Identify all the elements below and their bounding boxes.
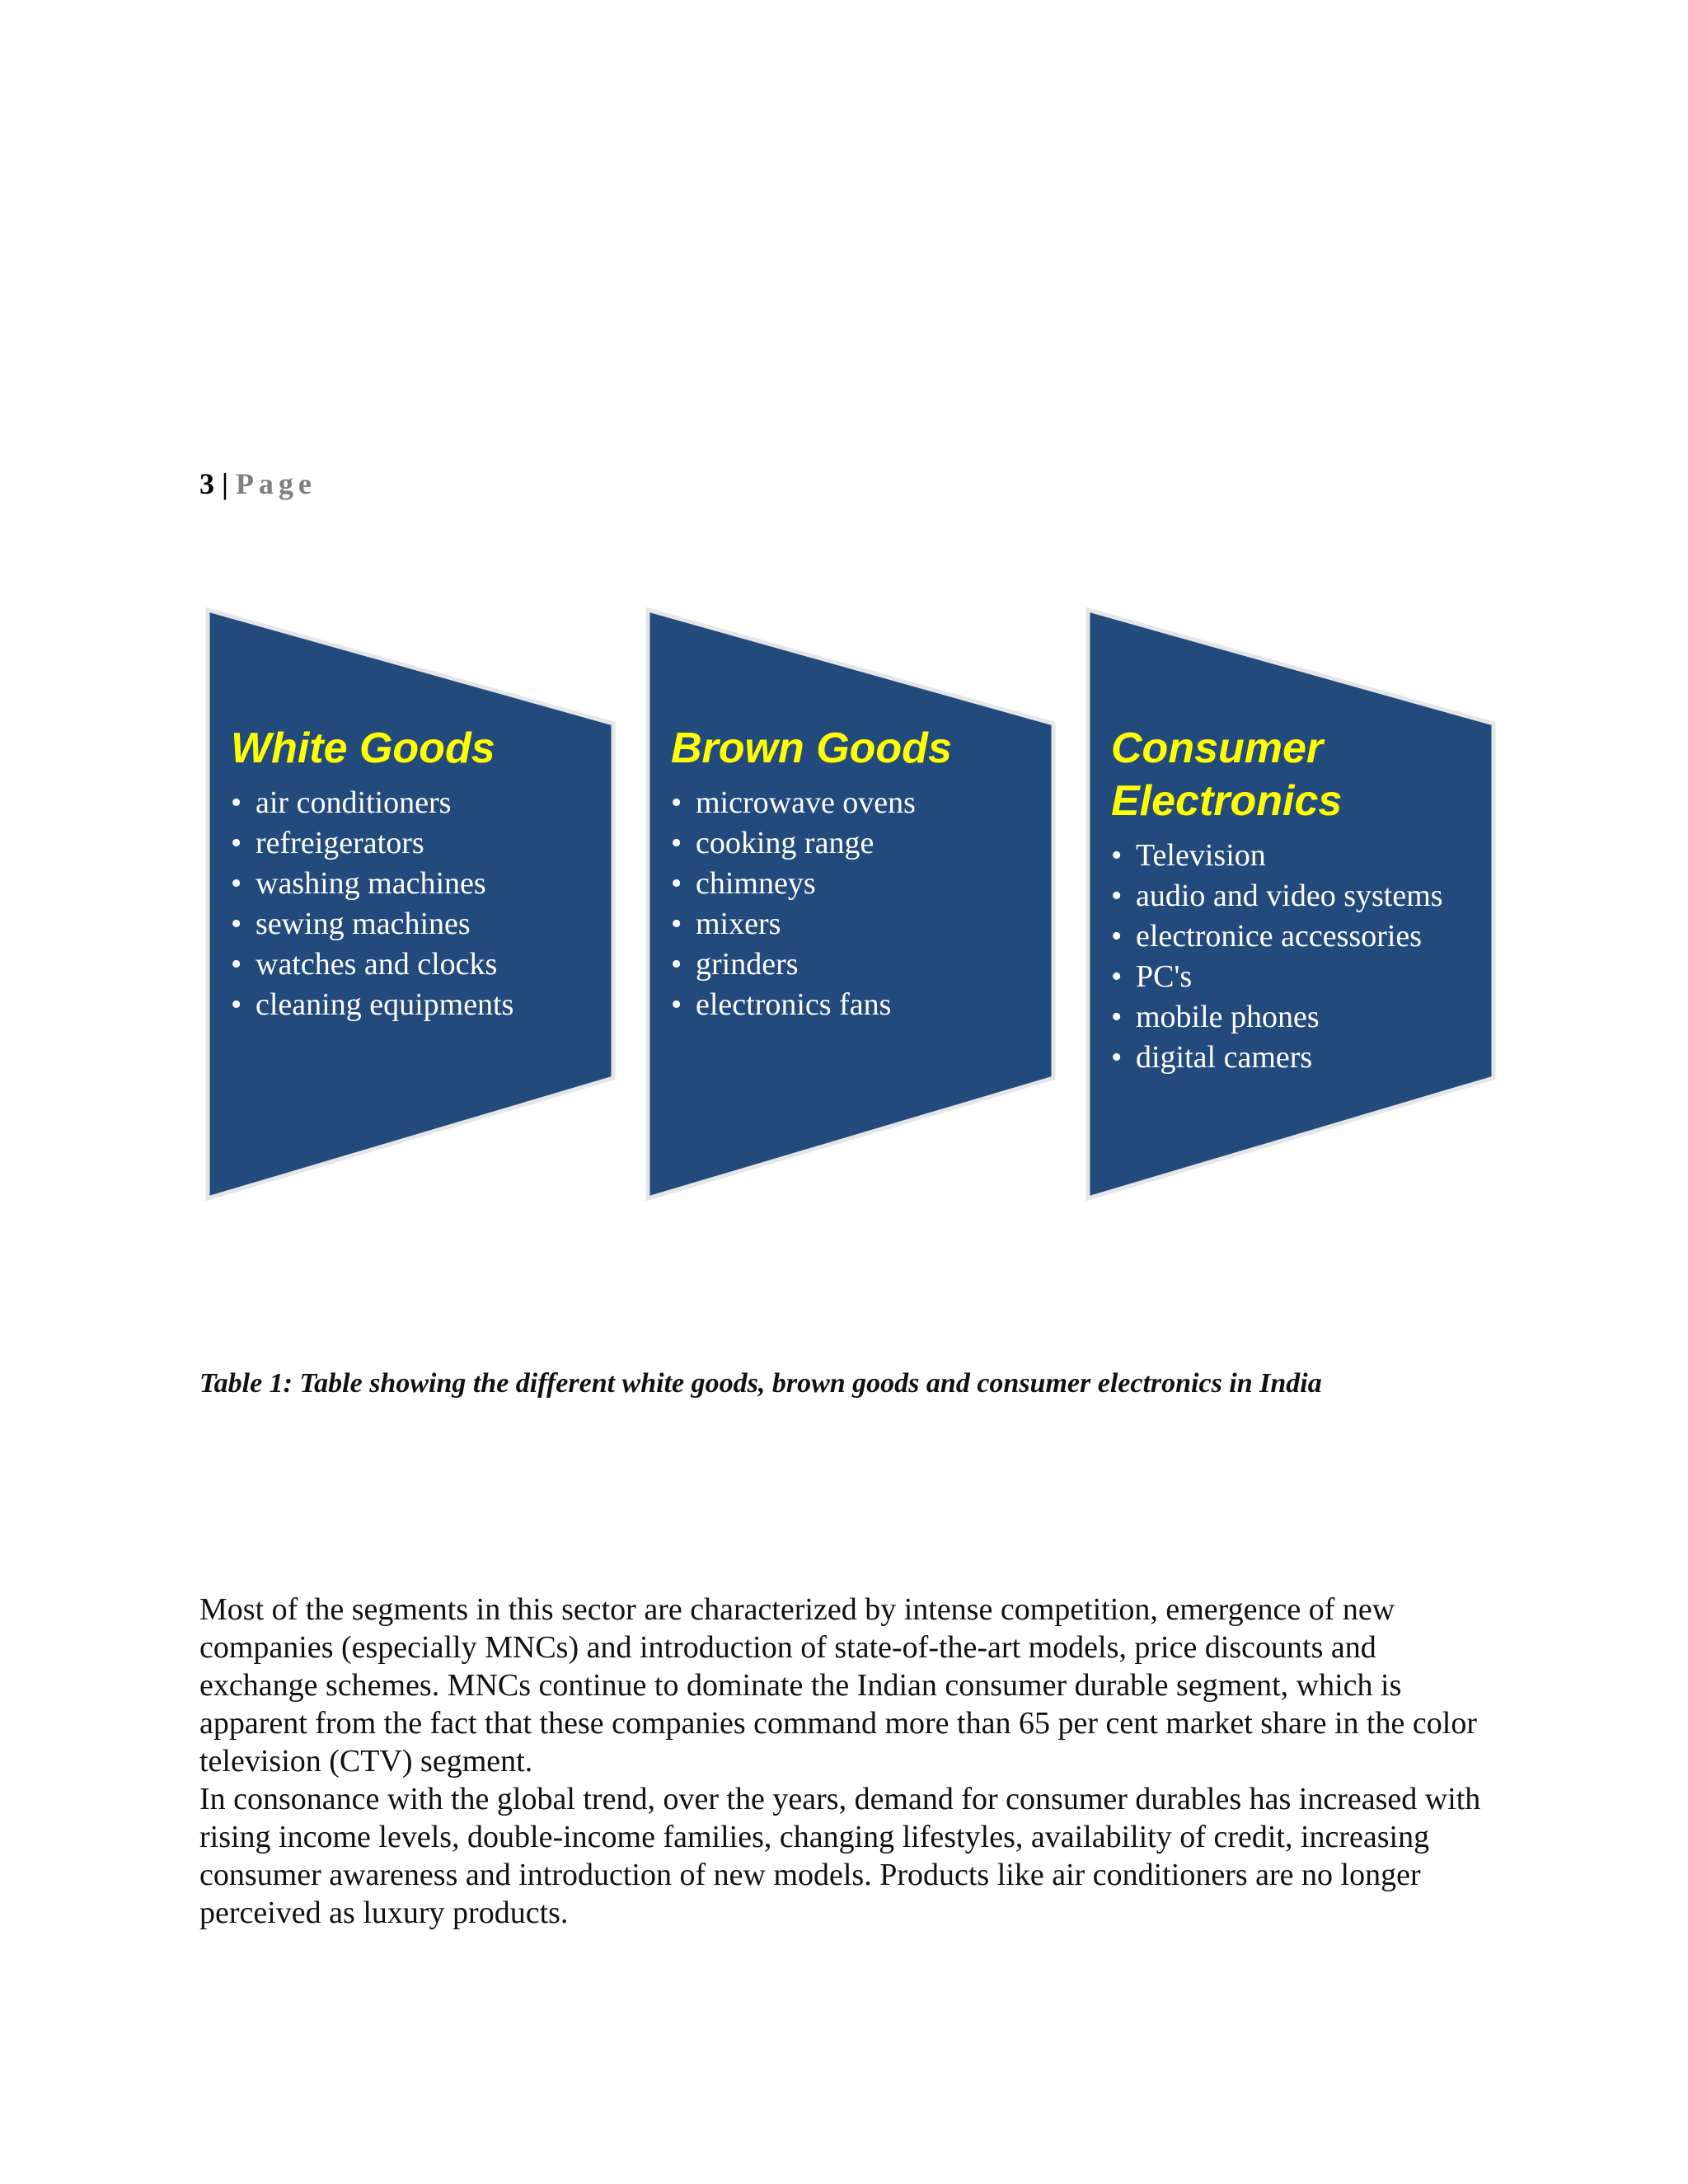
list-item: • cleaning equipments [231,985,610,1025]
paragraph: Most of the segments in this sector are characterized by intense competition, emergence of new companies (especially MNCs) and introduction of state-of-the-art models, price discounts and exchange schemes. MNCs continue to dominate the Indian consumer durable segment, which is apparent from the fact that these companies command more than 65 per cent market share in the color television (CTV) segment. [199,1592,1478,1779]
list-item: • digital camers [1111,1038,1490,1078]
list-item: • PC's [1111,957,1490,997]
white-goods-title: White Goods [231,724,495,772]
page-header [199,466,316,501]
list-item: • air conditioners [231,783,610,823]
list-item: • electronics fans [671,985,1050,1025]
brown-goods-panel [645,607,1057,1202]
white-goods-panel [204,607,617,1202]
consumer-electronics-title-line2: Electronics [1111,777,1343,825]
paragraph: In consonance with the global trend, over the years, demand for consumer durables has increased with rising income levels, double-income families, changing lifestyles, availability of credit, increasing consumer awareness and introduction of new models. Products like air conditioners are no longer perceived as luxury products. [199,1782,1481,1930]
page-separator: | [214,467,236,500]
consumer-electronics-title-line1: Consumer [1111,724,1324,772]
list-item: • mobile phones [1111,997,1490,1038]
consumer-electronics-title [1111,722,1490,827]
list-item: • watches and clocks [231,944,610,985]
brown-goods-title: Brown Goods [671,724,952,772]
list-item: • Television [1111,836,1490,876]
list-item: • refreigerators [231,823,610,864]
list-item: • chimneys [671,864,1050,904]
consumer-electronics-panel [1085,607,1497,1202]
list-item: • washing machines [231,864,610,904]
brown-goods-list [671,783,1050,1025]
page-number: 3 [199,467,214,500]
list-item: • grinders [671,944,1050,985]
list-item: • audio and video systems [1111,876,1490,916]
table-caption: Table 1: Table showing the different white goods, brown goods and consumer electronics in India [199,1368,1322,1399]
body-text [199,1591,1502,1932]
list-item: • mixers [671,904,1050,944]
consumer-electronics-list [1111,836,1490,1078]
page-word: Page [235,467,316,500]
white-goods-list [231,783,610,1025]
list-item: • cooking range [671,823,1050,864]
list-item: • sewing machines [231,904,610,944]
list-item: • electronice accessories [1111,916,1490,957]
list-item: • microwave ovens [671,783,1050,823]
